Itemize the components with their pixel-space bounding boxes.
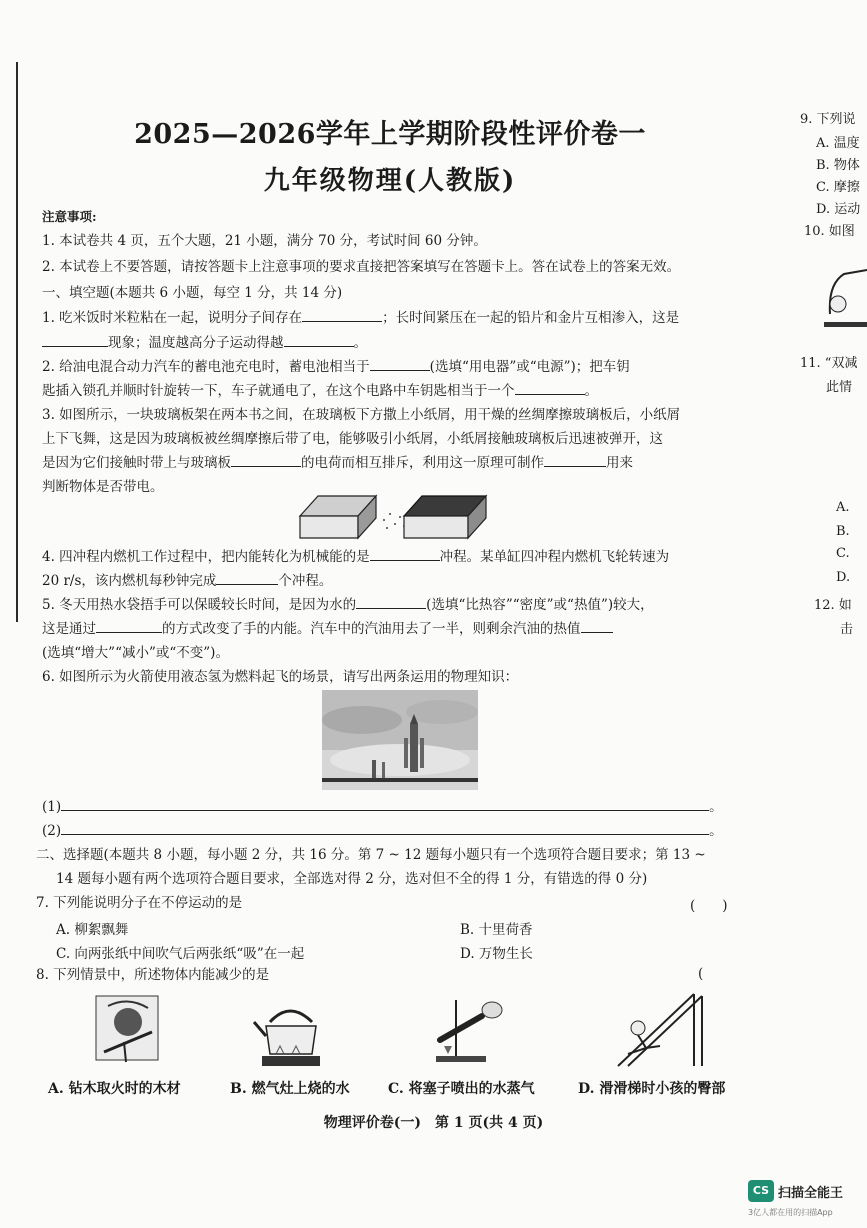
- binding-line: [16, 62, 18, 622]
- q8-option-c: C. 将塞子喷出的水蒸气: [388, 1081, 535, 1097]
- left-book-block: [300, 496, 376, 538]
- q9-opt-a: A. 温度: [816, 136, 860, 151]
- q2-text-b: (选填“用电器”或“电源”)；把车钥: [429, 359, 630, 375]
- q8-option-a: A. 钻木取火时的木材: [48, 1081, 181, 1097]
- section1-heading: 一、填空题(本题共 6 小题，每空 1 分，共 14 分): [42, 285, 343, 301]
- q7-option-d: D. 万物生长: [460, 946, 533, 962]
- q1-text-a: 1. 吃米饭时米粒粘在一起，说明分子间存在: [42, 310, 303, 326]
- question-6: 6. 如图所示为火箭使用液态氢为燃料起飞的场景，请写出两条运用的物理知识：: [42, 669, 519, 685]
- glass-plate-figure: [296, 486, 492, 544]
- q1-blank-3: [284, 334, 354, 347]
- right-book-block: [404, 496, 486, 538]
- q7-option-c: C. 向两张纸中间吹气后两张纸“吸”在一起: [56, 946, 305, 962]
- q8-option-b: B. 燃气灶上烧的水: [230, 1081, 350, 1097]
- launch-tower-left: [372, 760, 376, 778]
- exam-subtitle: 九年级物理(人教版): [263, 166, 517, 196]
- scanner-tagline: 3亿人都在用的扫描App: [748, 1208, 833, 1217]
- q7-option-a: A. 柳絮飘舞: [56, 922, 129, 938]
- launch-tower-right: [382, 762, 385, 778]
- question-3-line3: [42, 454, 633, 472]
- section2-heading-b: 14 题每小题有两个选项符合题目要求，全部选对得 2 分，选对但不全的得 1 分，有错选的得 0 分): [56, 871, 648, 887]
- q6-answer-line-2: [42, 822, 723, 840]
- q6-blank-1: [61, 798, 709, 811]
- q5-text-c: 这是通过: [42, 621, 96, 637]
- q4-blank-1: [370, 548, 440, 561]
- page-footer: 物理评价卷(一) 第 1 页(共 4 页): [323, 1115, 544, 1131]
- q11-fragment-b: 此情: [826, 380, 853, 395]
- q1-text-b: ；长时间紧压在一起的铅片和金片互相渗入，这是: [382, 310, 680, 326]
- q11-opt-c: C.: [836, 546, 850, 561]
- q4-text-a: 4. 四冲程内燃机工作过程中，把内能转化为机械能的是: [42, 549, 370, 565]
- q5-blank-3: [581, 620, 613, 633]
- question-3-line4: 判断物体是否带电。: [42, 479, 164, 495]
- q1-blank-2: [42, 334, 108, 347]
- kettle-on-stove-figure: [252, 996, 330, 1070]
- drilling-wood-figure: [94, 992, 164, 1068]
- q11-fragment-a: 11. “双减: [800, 356, 858, 371]
- q3-text-d: 的电荷而相互排斥，利用这一原理可制作: [301, 455, 544, 471]
- q12-fragment-b: 击: [840, 622, 854, 637]
- q1-text-d: 。: [353, 335, 367, 351]
- q5-blank-2: [96, 620, 162, 633]
- question-5-line3: (选填“增大”“减小”或“不变”)。: [42, 645, 229, 661]
- test-tube-steam-figure: [426, 996, 506, 1066]
- q8-answer-paren: (: [698, 966, 704, 982]
- q7-answer-paren: ( ): [690, 898, 728, 914]
- question-3-line2: 上下飞舞，这是因为玻璃板被丝绸摩擦后带了电，能够吸引小纸屑，小纸屑接触玻璃板后迅速被弹开，这: [42, 431, 663, 447]
- q3-blank-1: [231, 454, 301, 467]
- notice-item-1: 1. 本试卷共 4 页，五个大题，21 小题，满分 70 分，考试时间 60 分钟。: [42, 233, 487, 249]
- q4-blank-2: [216, 572, 278, 585]
- exam-title: 2025—2026学年上学期阶段性评价卷一: [134, 119, 646, 150]
- camscanner-logo-icon: CS: [748, 1180, 774, 1202]
- q2-blank-1: [370, 358, 430, 371]
- q4-text-b: 冲程。某单缸四冲程内燃机飞轮转速为: [439, 549, 670, 565]
- q6-label-1: (1): [42, 799, 62, 815]
- question-4-line2: [42, 572, 332, 590]
- q5-blank-1: [356, 596, 426, 609]
- q2-text-c: 匙插入锁孔并顺时针旋转一下，车子就通电了，在这个电路中车钥匙相当于一个: [42, 383, 515, 399]
- q1-text-c: 现象；温度越高分子运动得越: [108, 335, 284, 351]
- question-3-line1: 3. 如图所示，一块玻璃板架在两本书之间，在玻璃板下方撒上小纸屑，用干燥的丝绸摩擦玻璃板后，小纸屑: [42, 407, 681, 423]
- question-2-line2: [42, 382, 598, 400]
- notice-item-2: 2. 本试卷上不要答题，请按答题卡上注意事项的要求直接把答案填写在答题卡上。答在试卷上的答案无效。: [42, 259, 681, 275]
- scanner-app-name: 扫描全能王: [778, 1186, 844, 1201]
- q2-blank-2: [515, 382, 585, 395]
- q2-text-d: 。: [584, 383, 598, 399]
- q9-opt-d: D. 运动: [816, 202, 861, 217]
- q8-option-d: D. 滑滑梯时小孩的臀部: [578, 1081, 726, 1097]
- q5-text-b: (选填“比热容”“密度”或“热值”)较大，: [426, 597, 654, 613]
- paper-scraps: [383, 513, 405, 529]
- q6-end-2: 。: [709, 823, 723, 839]
- question-2-line1: [42, 358, 630, 376]
- scanner-watermark: [748, 1180, 858, 1220]
- q5-text-d: 的方式改变了手的内能。汽车中的汽油用去了一半，则剩余汽油的热值: [162, 621, 581, 637]
- slide-child-figure: [598, 988, 708, 1070]
- q10-figure-fragment: [824, 244, 867, 330]
- q3-text-c: 是因为它们接触时带上与玻璃板: [42, 455, 231, 471]
- q9-opt-c: C. 摩擦: [816, 180, 860, 195]
- section2-heading-a: 二、选择题(本题共 8 小题，每小题 2 分，共 16 分。第 7 ~ 12 题每小题只有一个选项符合题目要求；第 13 ~: [36, 847, 706, 863]
- q6-end-1: 。: [709, 799, 723, 815]
- q4-text-d: 个冲程。: [278, 573, 333, 589]
- q1-blank-1: [302, 309, 382, 322]
- notice-heading: 注意事项:: [42, 209, 97, 224]
- q6-label-2: (2): [42, 823, 62, 839]
- q2-text-a: 2. 给油电混合动力汽车的蓄电池充电时，蓄电池相当于: [42, 359, 370, 375]
- rocket-launch-photo: [322, 690, 478, 790]
- q4-text-c: 20 r/s，该内燃机每秒钟完成: [42, 573, 217, 589]
- q7-option-b: B. 十里荷香: [460, 922, 533, 938]
- question-5-line2: [42, 620, 613, 638]
- q11-opt-b: B.: [836, 524, 850, 539]
- q9-fragment: 9. 下列说: [800, 112, 856, 127]
- question-8: 8. 下列情景中，所述物体内能减少的是: [36, 967, 270, 983]
- question-1-line1: [42, 309, 679, 327]
- q9-opt-b: B. 物体: [816, 158, 860, 173]
- next-page-fragment: [800, 100, 867, 660]
- q5-text-a: 5. 冬天用热水袋捂手可以保暖较长时间，是因为水的: [42, 597, 357, 613]
- q11-opt-a: A.: [836, 500, 850, 515]
- q3-blank-2: [544, 454, 606, 467]
- question-4-line1: [42, 548, 669, 566]
- question-1-line2: [42, 334, 367, 352]
- q12-fragment-a: 12. 如: [814, 598, 852, 613]
- q11-opt-d: D.: [836, 570, 851, 585]
- q10-fragment: 10. 如图: [804, 224, 855, 239]
- q6-answer-line-1: [42, 798, 723, 816]
- q3-text-e: 用来: [606, 455, 633, 471]
- question-7: 7. 下列能说明分子在不停运动的是: [36, 895, 243, 911]
- q6-blank-2: [61, 822, 709, 835]
- question-5-line1: [42, 596, 654, 614]
